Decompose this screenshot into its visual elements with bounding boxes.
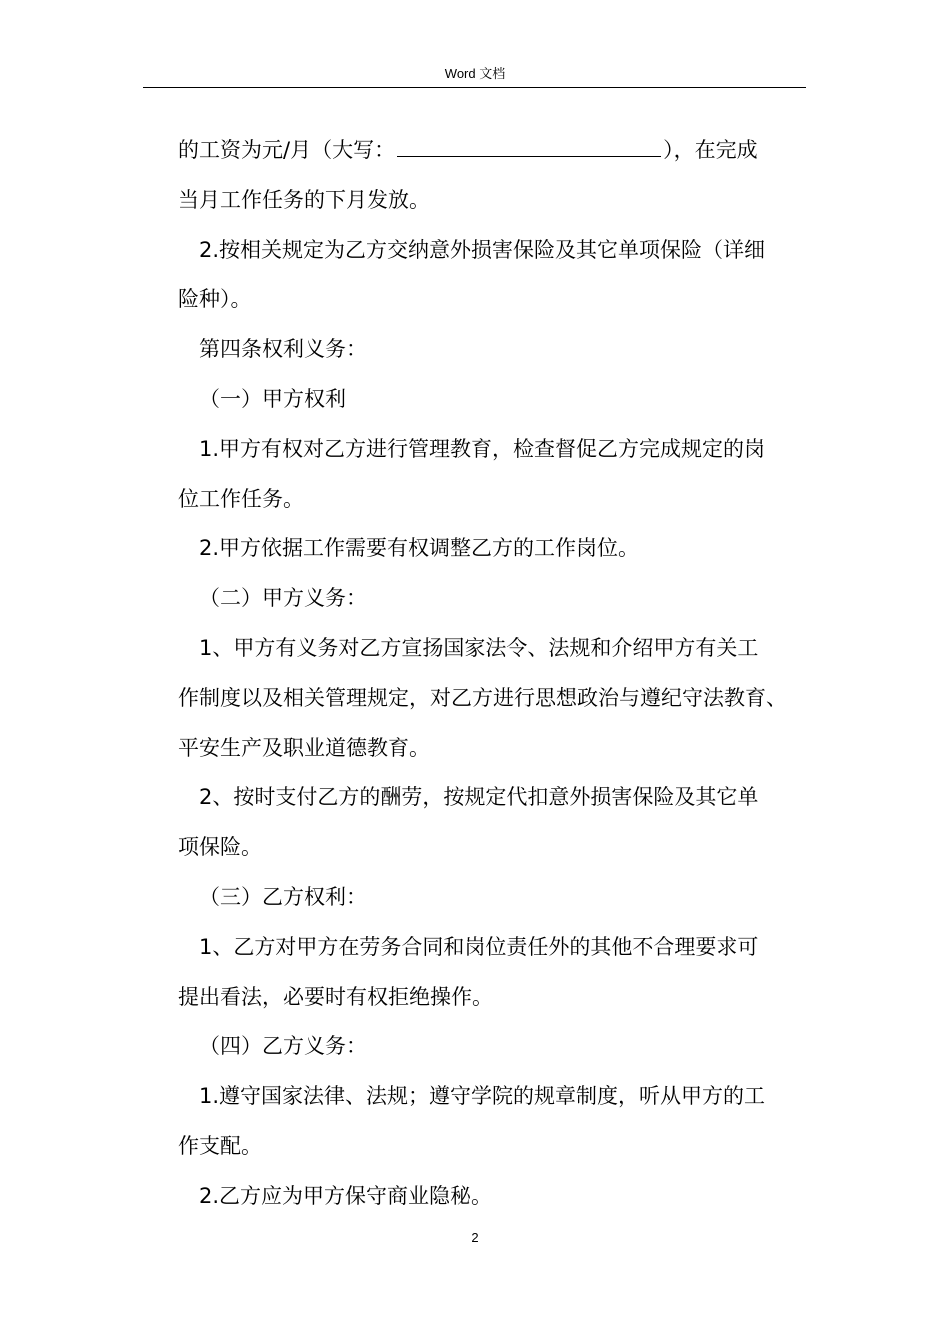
paragraph-line: 提出看法，必要时有权拒绝操作。 bbox=[178, 984, 493, 1009]
paragraph-line: 作支配。 bbox=[178, 1133, 262, 1158]
subsection-heading: （四）乙方义务： bbox=[199, 1034, 367, 1059]
paragraph-line: 1.甲方有权对乙方进行管理教育，检查督促乙方完成规定的岗 bbox=[199, 436, 766, 461]
section-heading: 第四条权利义务： bbox=[199, 337, 367, 362]
paragraph-line: 险种）。 bbox=[178, 287, 252, 312]
paragraph-line: 项保险。 bbox=[178, 835, 262, 860]
page-number: 2 bbox=[471, 1230, 479, 1245]
paragraph-line: 当月工作任务的下月发放。 bbox=[178, 187, 430, 212]
text-segment: 的工资为元/月（大写： bbox=[178, 138, 396, 162]
document-body bbox=[178, 126, 818, 1222]
subsection-heading: （二）甲方义务： bbox=[199, 586, 367, 611]
paragraph-line bbox=[178, 126, 818, 176]
subsection-heading: （三）乙方权利： bbox=[199, 884, 367, 909]
subsection-heading: （一）甲方权利 bbox=[199, 386, 346, 411]
paragraph-line: 2.按相关规定为乙方交纳意外损害保险及其它单项保险（详细 bbox=[199, 237, 766, 262]
header-divider bbox=[143, 87, 806, 88]
text-segment: ），在完成 bbox=[663, 138, 758, 162]
paragraph-line: 2.乙方应为甲方保守商业隐秘。 bbox=[199, 1183, 493, 1208]
paragraph-line: 作制度以及相关管理规定，对乙方进行思想政治与遵纪守法教育、 bbox=[178, 685, 787, 710]
blank-underline bbox=[397, 138, 661, 157]
paragraph-line: 2.甲方依据工作需要有权调整乙方的工作岗位。 bbox=[199, 536, 640, 561]
paragraph-line: 2、按时支付乙方的酬劳，按规定代扣意外损害保险及其它单 bbox=[199, 785, 759, 810]
paragraph-line: 1、甲方有义务对乙方宣扬国家法令、法规和介绍甲方有关工 bbox=[199, 635, 759, 660]
paragraph-line: 1.遵守国家法律、法规；遵守学院的规章制度，听从甲方的工 bbox=[199, 1084, 766, 1109]
paragraph-line: 位工作任务。 bbox=[178, 486, 304, 511]
page-header: Word 文档 bbox=[444, 66, 506, 81]
paragraph-line: 1、乙方对甲方在劳务合同和岗位责任外的其他不合理要求可 bbox=[199, 934, 759, 959]
paragraph-line: 平安生产及职业道德教育。 bbox=[178, 735, 430, 760]
